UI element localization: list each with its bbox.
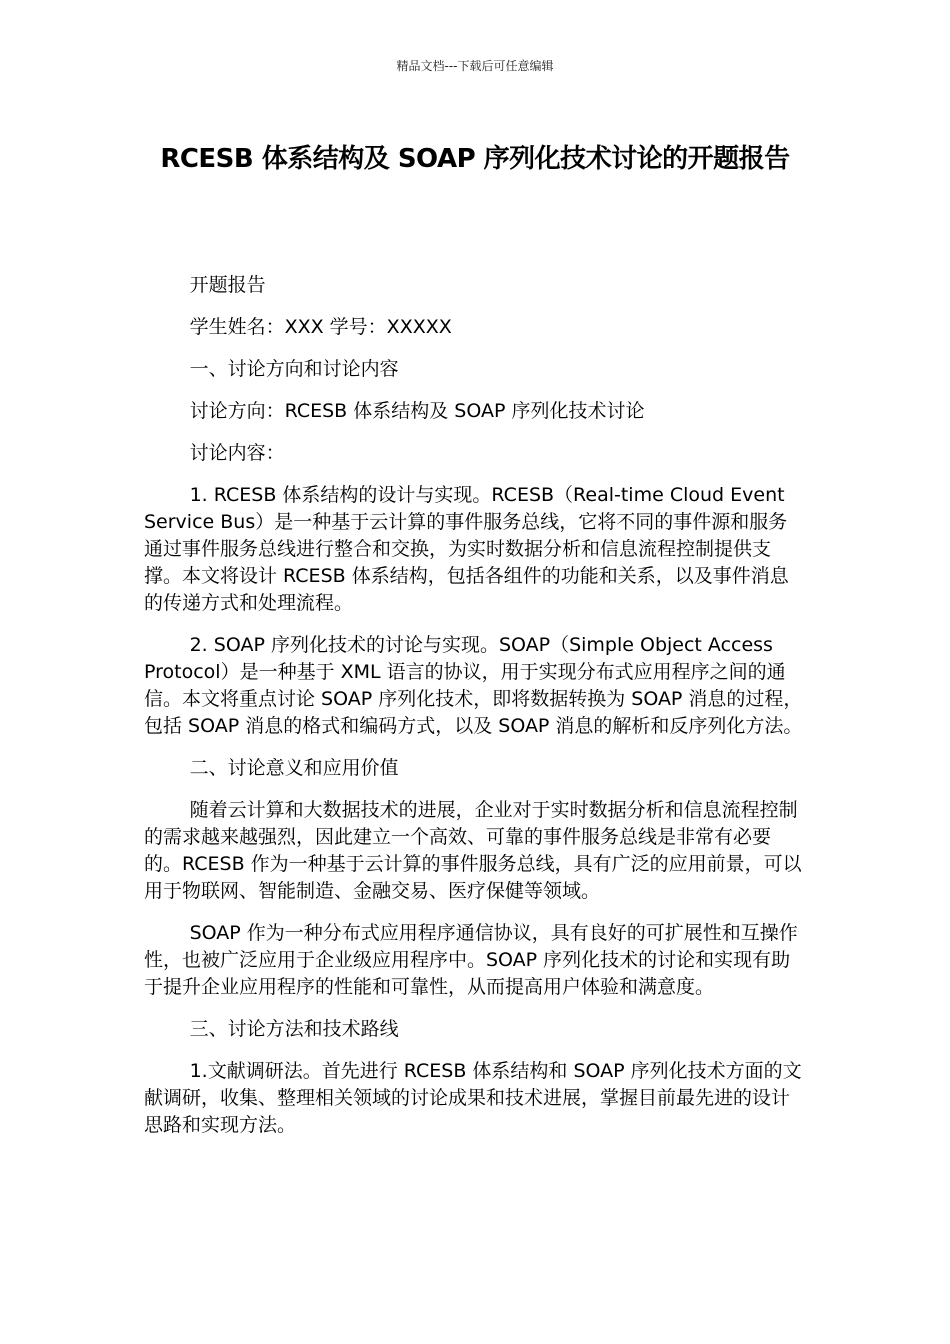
paragraph-student-info: 学生姓名：XXX 学号：XXXXX (189, 316, 452, 338)
paragraph-significance-soap: SOAP 作为一种分布式应用程序通信协议，具有良好的可扩展性和互操作性，也被广泛应用于企业级应用程序中。SOAP 序列化技术的讨论和实现有助于提升企业应用程序的性能和可靠性，从而提高用户体验和满意度。 (144, 922, 798, 998)
header-note: 精品文档---下载后可任意编辑 (396, 59, 554, 73)
paragraph-rcesb-design: 1. RCESB 体系结构的设计与实现。RCESB（Real-time Cloud Event Service Bus）是一种基于云计算的事件服务总线，它将不同的事件源和服务通过事件服务总线进行整合和交换，为实时数据分析和信息流程控制提供支撑。本文将设计 RCESB 体系结构，包括各组件的功能和关系，以及事件消息的传递方式和处理流程。 (144, 484, 789, 614)
section-heading-1: 一、讨论方向和讨论内容 (189, 358, 399, 380)
paragraph-research-content-label: 讨论内容： (189, 442, 285, 464)
paragraph-research-direction: 讨论方向：RCESB 体系结构及 SOAP 序列化技术讨论 (189, 400, 645, 422)
paragraph-report-label: 开题报告 (189, 274, 266, 296)
paragraph-soap-serialization: 2. SOAP 序列化技术的讨论与实现。SOAP（Simple Object Access Protocol）是一种基于 XML 语言的协议，用于实现分布式应用程序之间的通信。本文将重点讨论 SOAP 序列化技术，即将数据转换为 SOAP 消息的过程，包括 SOAP 消息的格式和编码方式，以及 SOAP 消息的解析和反序列化方法。 (144, 634, 803, 737)
paragraph-significance-rcesb: 随着云计算和大数据技术的进展，企业对于实时数据分析和信息流程控制的需求越来越强烈，因此建立一个高效、可靠的事件服务总线是非常有必要的。RCESB 作为一种基于云计算的事件服务总线，具有广泛的应用前景，可以用于物联网、智能制造、金融交易、医疗保健等领域。 (144, 799, 802, 902)
section-heading-2: 二、讨论意义和应用价值 (189, 757, 399, 779)
section-heading-3: 三、讨论方法和技术路线 (189, 1018, 399, 1040)
document-title: RCESB 体系结构及 SOAP 序列化技术讨论的开题报告 (160, 144, 790, 174)
document-body (144, 272, 806, 1154)
paragraph-literature-method: 1.文献调研法。首先进行 RCESB 体系结构和 SOAP 序列化技术方面的文献调研，收集、整理相关领域的讨论成果和技术进展，掌握目前最先进的设计思路和实现方法。 (144, 1060, 802, 1136)
